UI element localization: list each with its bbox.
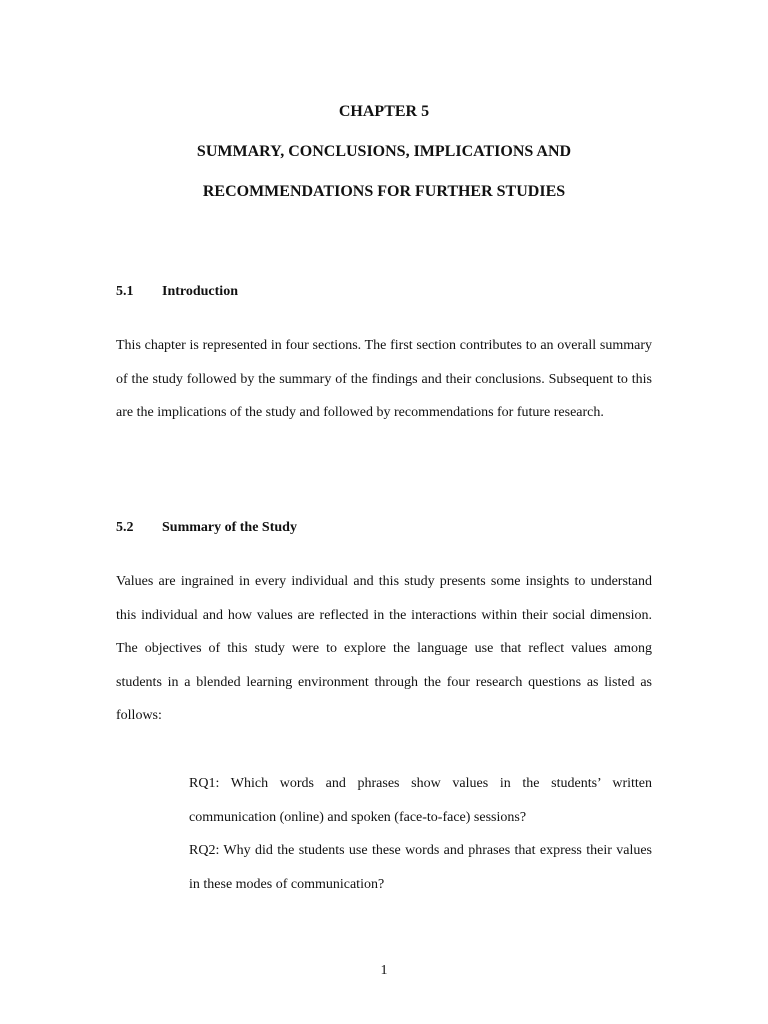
research-question-1: RQ1: Which words and phrases show values in the students’ written communication (online) and spoken (face-to-face) sessions? [189, 776, 652, 825]
section-title: Introduction [162, 284, 238, 299]
section-number: 5.1 [116, 284, 134, 299]
summary-paragraph: Values are ingrained in every individual and this study presents some insights to understand this individual and how values are reflected in the interactions within their social dimension. The objectives of this study were to explore the language use that reflect values among students in a blended learning environment through the four research questions as listed as follows: [116, 574, 652, 723]
chapter-title-line-1: SUMMARY, CONCLUSIONS, IMPLICATIONS AND [196, 143, 572, 160]
section-title: Summary of the Study [162, 520, 297, 535]
page-number: 1 [380, 963, 388, 978]
section-number: 5.2 [116, 520, 134, 535]
introduction-paragraph: This chapter is represented in four sections. The first section contributes to an overall summary of the study followed by the summary of the findings and their conclusions. Subsequent to this are the implications of the study and followed by recommendations for future research. [116, 338, 652, 420]
chapter-title-line-2: RECOMMENDATIONS FOR FURTHER STUDIES [202, 183, 566, 200]
research-question-2: RQ2: Why did the students use these words and phrases that express their values in these modes of communication? [189, 843, 652, 892]
chapter-heading: CHAPTER 5 [338, 103, 430, 120]
section-heading-summary-of-study [116, 519, 297, 537]
section-heading-introduction [116, 283, 238, 301]
